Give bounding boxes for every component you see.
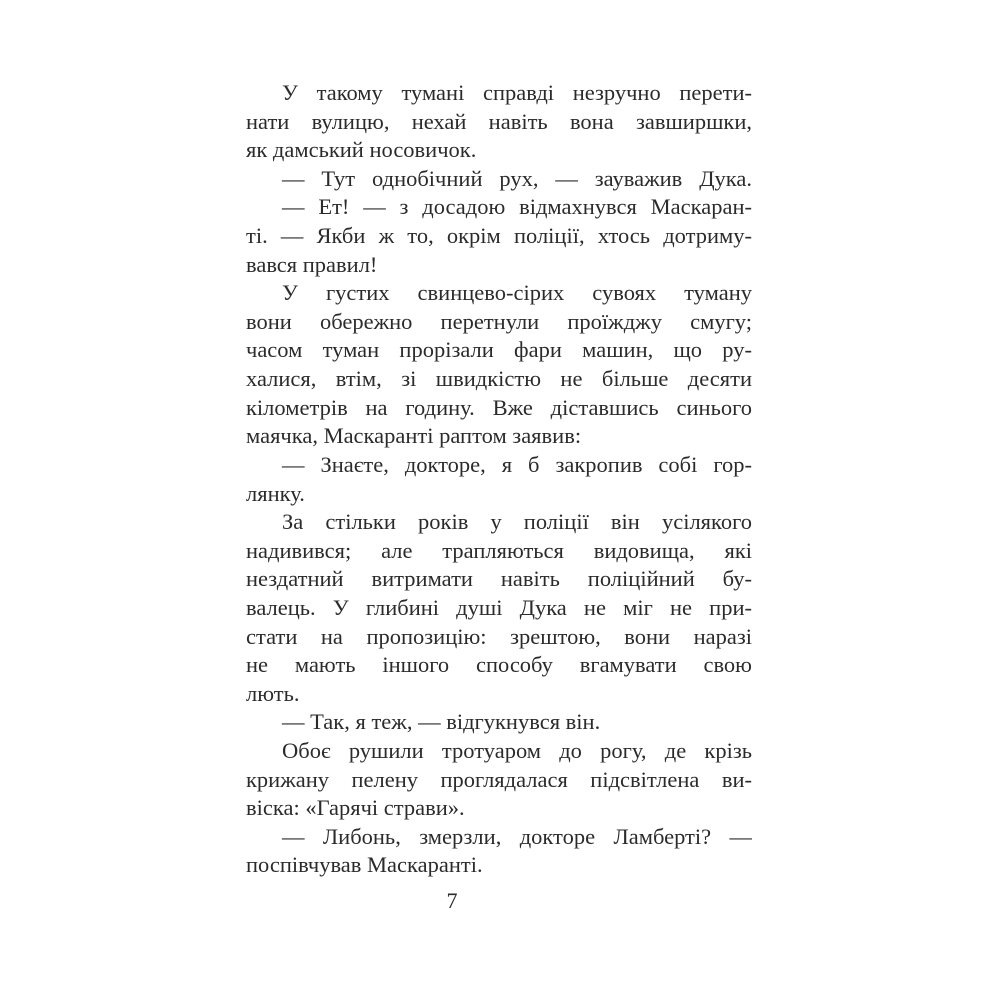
text-line: вони обережно перетнули проїжджу смугу; bbox=[246, 308, 752, 334]
page-body-text bbox=[246, 79, 752, 880]
text-line: стати на пропозицію: зрештою, вони наразі bbox=[246, 623, 752, 649]
text-line: За стільки років у поліції він усілякого bbox=[282, 509, 752, 535]
text-line: лянку. bbox=[246, 480, 305, 506]
page-number bbox=[0, 888, 1000, 914]
text-line: Обоє рушили тротуаром до рогу, де крізь bbox=[282, 738, 752, 764]
text-line: вався правил! bbox=[246, 251, 378, 277]
text-line: — Знаєте, докторе, я б закропив собі гор- bbox=[282, 451, 752, 477]
text-line: крижану пелену проглядалася підсвітлена ви- bbox=[246, 766, 752, 792]
text-line: валець. У глибині душі Дука не міг не при- bbox=[246, 594, 752, 620]
text-line: віска: «Гарячі страви». bbox=[246, 795, 465, 821]
text-line: надивився; але трапляються видовища, які bbox=[246, 537, 752, 563]
text-line: — Либонь, змерзли, докторе Ламберті? — bbox=[282, 823, 752, 849]
text-line: нати вулицю, нехай навіть вона завширшки, bbox=[246, 108, 752, 134]
page-number-text: 7 bbox=[446, 888, 458, 913]
text-line: У густих свинцево-сірих сувоях туману bbox=[282, 280, 752, 306]
text-line: — Так, я теж, — відгукнувся він. bbox=[282, 709, 601, 735]
text-line: маячка, Маскаранті раптом заявив: bbox=[246, 423, 582, 449]
text-line: ті. — Якби ж то, окрім поліції, хтось дотриму- bbox=[246, 223, 752, 249]
text-line: не мають іншого способу вгамувати свою bbox=[246, 652, 752, 678]
text-line: поспівчував Маскаранті. bbox=[246, 852, 483, 878]
text-line: У такому тумані справді незручно перети- bbox=[282, 80, 752, 105]
text-line: — Ет! — з досадою відмахнувся Маскаран- bbox=[282, 194, 752, 220]
text-line: кілометрів на годину. Вже діставшись синього bbox=[246, 394, 752, 420]
text-line: часом туман прорізали фари машин, що ру- bbox=[246, 337, 752, 363]
text-line: лють. bbox=[246, 680, 300, 706]
text-line: нездатний витримати навіть поліційний бу- bbox=[246, 566, 752, 592]
text-line: — Тут однобічний рух, — зауважив Дука. bbox=[282, 165, 752, 191]
text-line: халися, втім, зі швидкістю не більше десяти bbox=[246, 366, 752, 392]
text-line: як дамський носовичок. bbox=[246, 137, 477, 163]
